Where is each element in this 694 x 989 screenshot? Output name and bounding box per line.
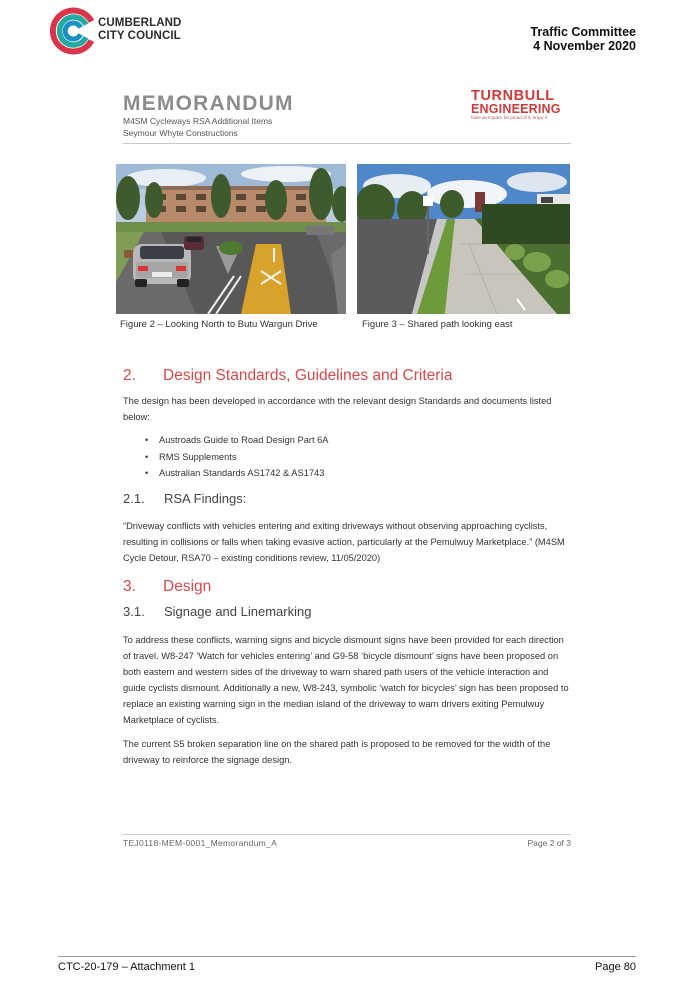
figure-3-photo — [357, 164, 570, 314]
page-footer-divider — [58, 956, 636, 957]
section-3-1-heading: 3.1. Signage and Linemarking — [123, 604, 312, 619]
figure-3-caption: Figure 3 – Shared path looking east — [362, 319, 513, 330]
committee-name: Traffic Committee — [530, 25, 636, 39]
council-name: CUMBERLAND CITY COUNCIL — [98, 17, 182, 42]
memo-subtitle: M4SM Cycleways RSA Additional Items Seymour Whyte Constructions — [123, 116, 273, 138]
section-2-intro: The design has been developed in accordance with the relevant design Standards and documents listed below: — [123, 396, 552, 422]
attachment-label: CTC-20-179 – Attachment 1 — [58, 961, 195, 973]
memo-header-divider — [123, 143, 571, 144]
signage-paragraph: To address these conflicts, warning signs and bicycle dismount signs have been provided for each direction of travel. W8-247 ‘Watch for vehicles entering’ and G9-58 ‘bicycle dismount’ signs have been proposed on both eastern and western sides of the driveway to warn shared path users of the vehicle interaction and guide cyclists dismount. Additionally a new, W8-243, symbolic ‘watch for bicycles’ sign has been proposed to replace an existing warning sign in the median island of the driveway to warn drivers exiting Pemulwuy Marketplace of cyclists. — [123, 635, 569, 725]
memo-footer-divider — [123, 834, 571, 835]
memo-page-number: Page 2 of 3 — [527, 838, 571, 848]
section-2-heading: 2. Design Standards, Guidelines and Criteria — [123, 367, 453, 384]
committee-header — [530, 25, 636, 53]
section-3-heading: 3. Design — [123, 578, 212, 595]
list-item: • RMS Supplements — [145, 449, 329, 466]
standards-list — [145, 432, 329, 482]
section-2-1-heading: 2.1. RSA Findings: — [123, 491, 247, 506]
memo-title: MEMORANDUM — [123, 92, 294, 115]
list-item: • Austroads Guide to Road Design Part 6A — [145, 432, 329, 449]
turnbull-engineering-logo: TURNBULL ENGINEERING have an impact, be proud of it, enjoy it — [471, 88, 561, 120]
list-item: • Australian Standards AS1742 & AS1743 — [145, 465, 329, 482]
linemarking-paragraph: The current S5 broken separation line on the shared path is proposed to be removed for the width of the driveway to reinforce the signage design. — [123, 739, 551, 765]
figure-2-photo — [116, 164, 346, 314]
memo-reference: TEJ0118-MEM-0001_Memorandum_A — [123, 838, 278, 848]
meeting-date: 4 November 2020 — [533, 39, 636, 53]
figure-2-caption: Figure 2 – Looking North to Butu Wargun Drive — [120, 319, 318, 330]
rsa-findings-text: “Driveway conflicts with vehicles entering and exiting driveways without observing approaching cyclists, resulting in collisions or falls when taking evasive action, particularly at the Pemulwuy Marketplace.” (M4SM Cycle Detour, RSA70 – existing conditions review, 11/05/2020) — [123, 521, 565, 563]
page-number: Page 80 — [595, 961, 636, 973]
